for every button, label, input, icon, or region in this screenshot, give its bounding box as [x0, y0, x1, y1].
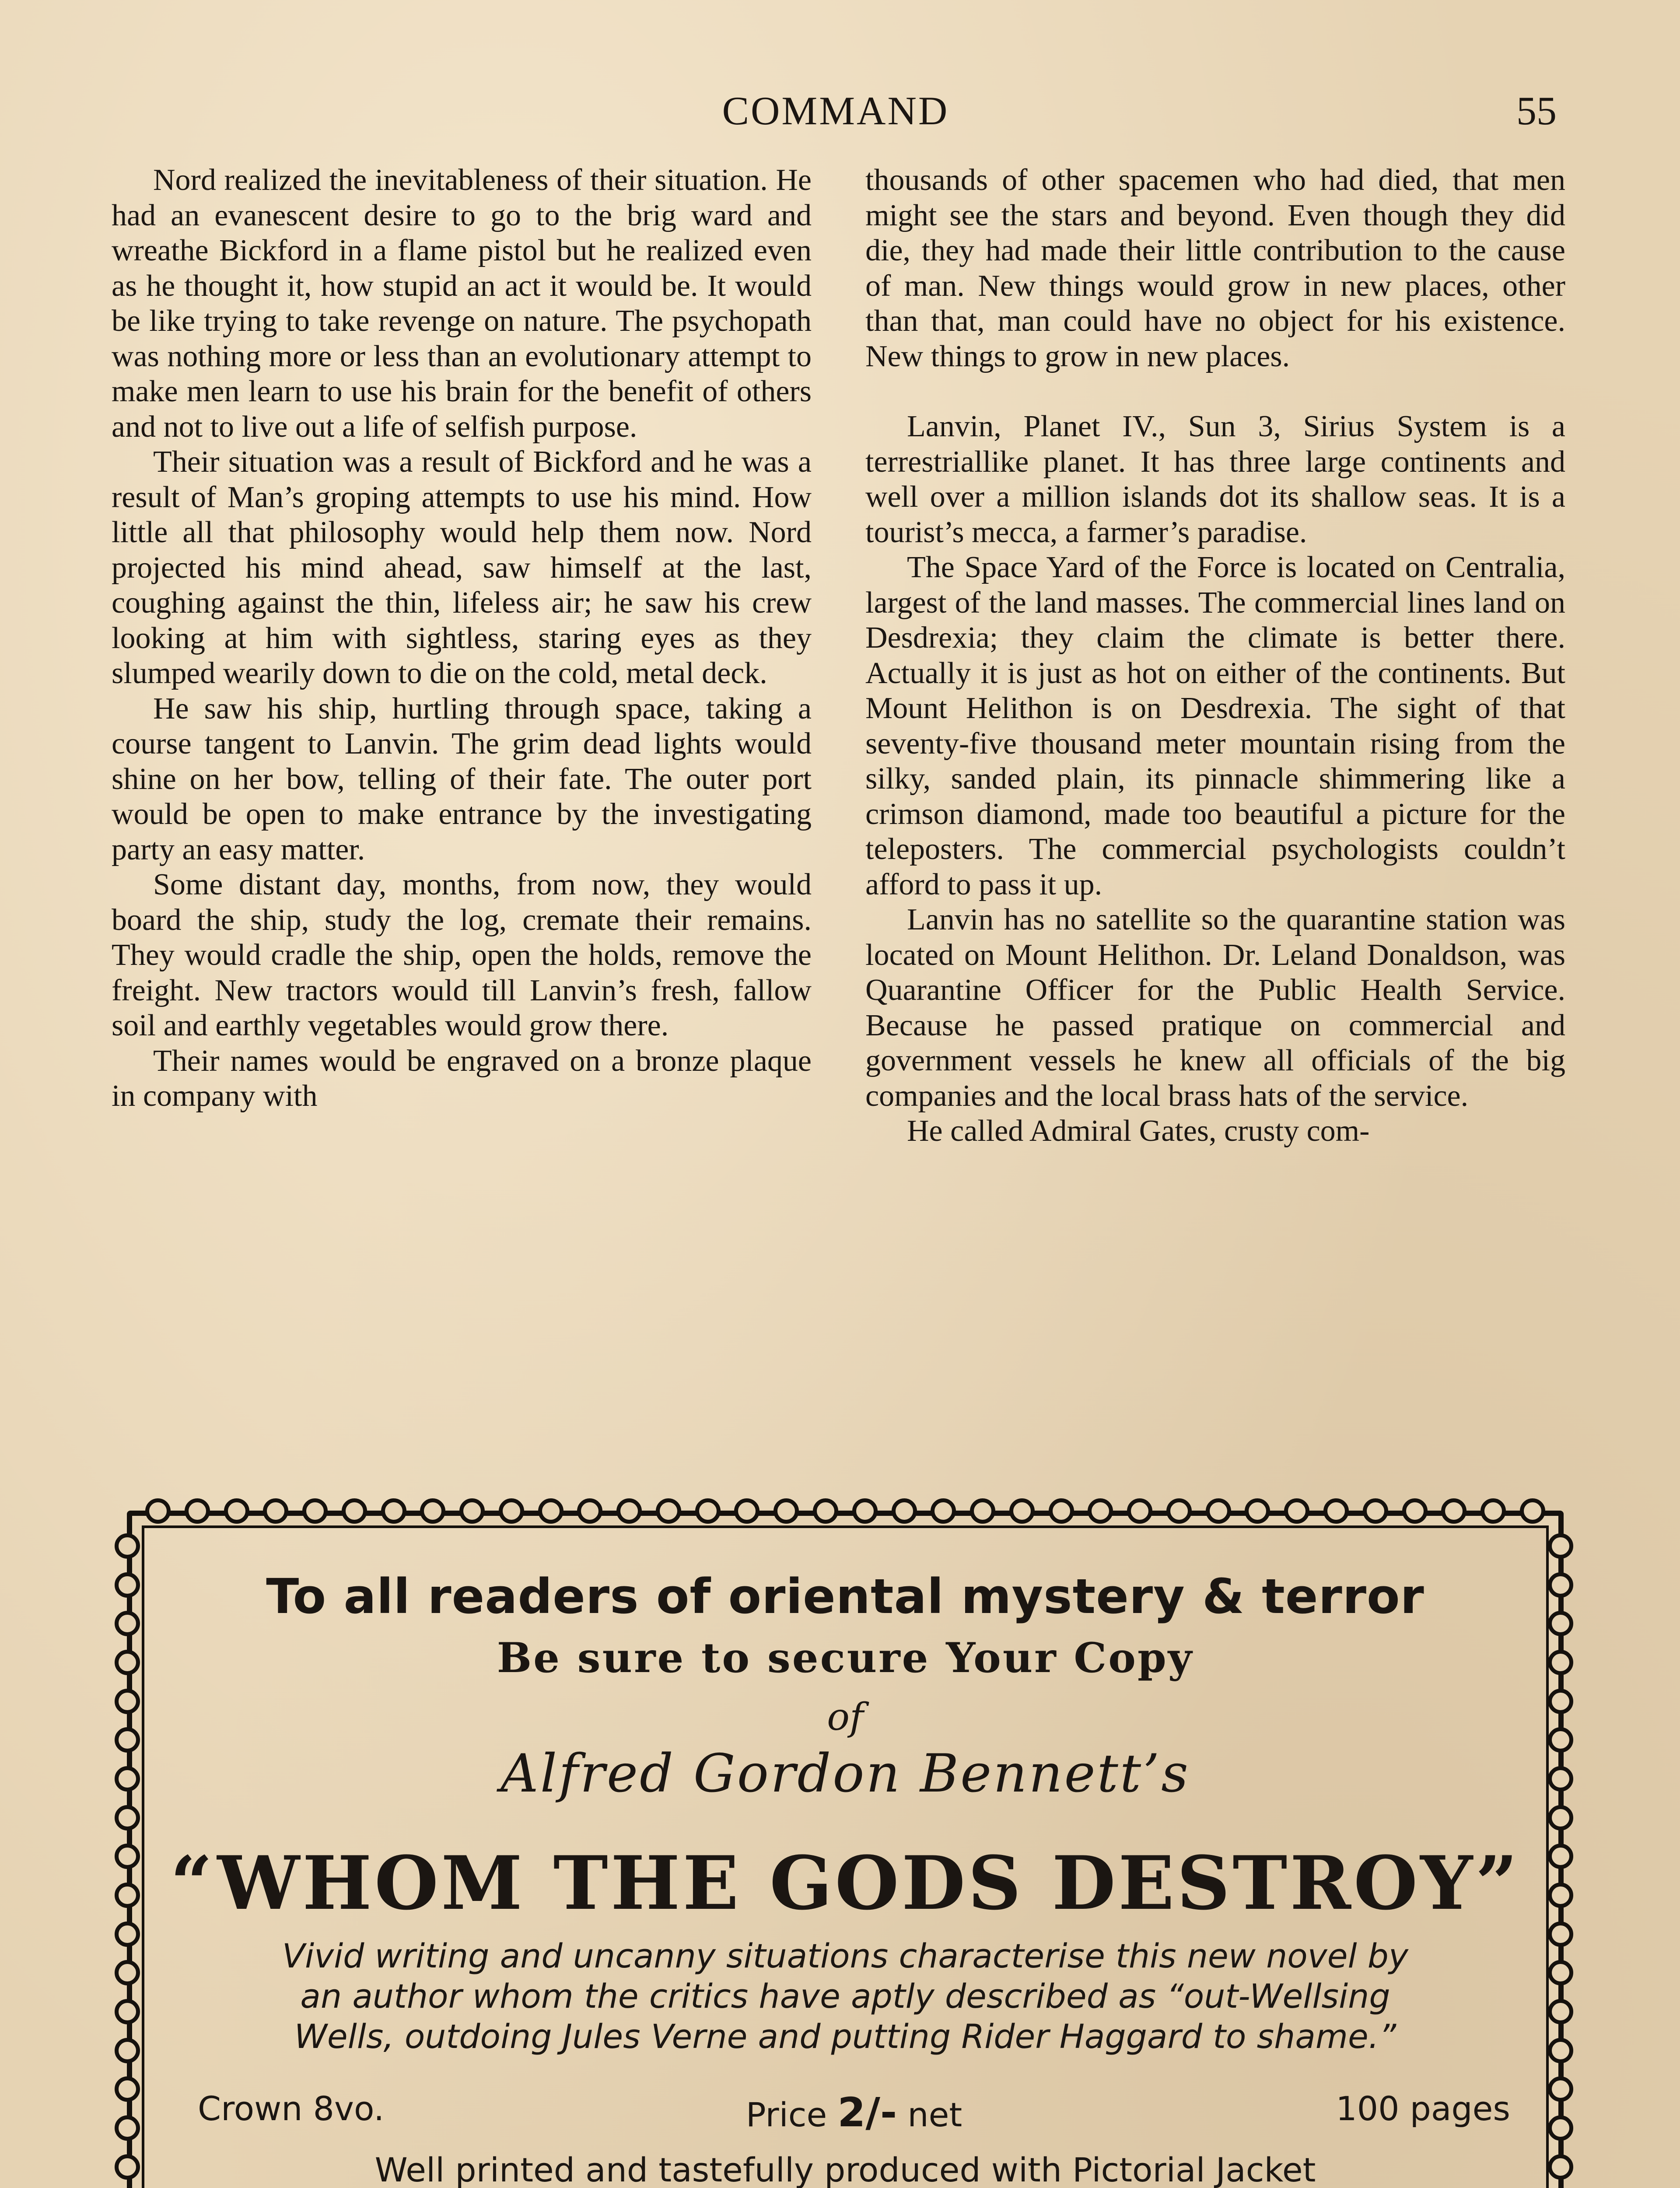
chain-link-icon [1480, 1498, 1506, 1524]
ad-price-unit: net [907, 2095, 962, 2134]
paragraph: Lanvin has no satellite so the quarantine station was located on Mount Helithon. Dr. Leland Donaldson, was Quarantine Officer for the Public Health Service. Because he passed pratique on commercial and government vessels he knew all officials of the big companies and the local brass hats of the service. [865, 903, 1565, 1113]
ad-format: Crown 8vo. [198, 2089, 385, 2128]
chain-link-icon [302, 1498, 328, 1524]
chain-link-icon [381, 1498, 406, 1524]
chain-link-icon [1402, 1498, 1428, 1524]
ad-author: Alfred Gordon Bennett’s [500, 1743, 1190, 1804]
paragraph: The Space Yard of the Force is located on Centralia, largest of the land masses. The commercial lines land on Desdrexia; they claim the climate is better there. Actually it is just as hot on either of the continents. But Mount Helithon is on Desdrexia. The sight of that seventy-five thousand meter mountain rising from the silky, sanded plain, its pinnacle shimmering like a crimson diamond, made too beautiful a picture for the teleposters. The commercial psychologists couldn’t afford to pass it up. [865, 551, 1565, 901]
chain-link-icon [892, 1498, 917, 1524]
chain-link-icon [115, 2076, 140, 2102]
paragraph: He saw his ship, hurtling through space, taking a course tangent to Lanvin. The grim dead lights would shine on her bow, telling of their fate. The outer port would be open to make entrance by the investigating party an easy matter. [112, 691, 812, 866]
chain-link-icon [459, 1498, 485, 1524]
chain-link-icon [1548, 2076, 1573, 2102]
paragraph: Some distant day, months, from now, they would board the ship, study the log, cremate their remains. They would cradle the ship, open the holds, remove the freight. New tractors would till Lanvin’s fresh, fallow soil and earthly vegetables would grow there. [112, 868, 812, 1042]
right-text-column [865, 163, 1565, 1149]
chain-border-top [145, 1498, 1545, 1526]
paragraph: Lanvin, Planet IV., Sun 3, Sirius System is a terrestriallike planet. It has three large continents and well over a million islands dot its shallow seas. It is a tourist’s mecca, a farmer’s paradise. [865, 410, 1565, 549]
ad-description-line: Vivid writing and uncanny situations characterise this new novel by [282, 1936, 1409, 1975]
running-header-title: COMMAND [722, 88, 949, 133]
chain-link-icon [616, 1498, 642, 1524]
paragraph: Their names would be engraved on a bronze plaque in company with [112, 1044, 812, 1113]
chain-link-icon [115, 1805, 140, 1830]
paragraph: thousands of other spacemen who had died, that men might see the stars and beyond. Even though they did die, they had made their little contribution to the cause of man. New things would grow in new places, other than that, man could have no object for his existence. New things to grow in new places. [865, 163, 1565, 373]
ad-produced: Well printed and tastefully produced with Pictorial Jacket [374, 2150, 1316, 2188]
chain-link-icon [224, 1498, 249, 1524]
ad-book-title: “WHOM THE GODS DESTROY” [170, 1840, 1520, 1926]
book-advertisement [127, 1511, 1564, 2188]
chain-link-icon [1548, 1533, 1573, 1559]
chain-link-icon [774, 1498, 799, 1524]
chain-link-icon [1245, 1498, 1270, 1524]
chain-link-icon [1049, 1498, 1074, 1524]
ad-description-line: Wells, outdoing Jules Verne and putting Rider Haggard to shame.” [294, 2017, 1396, 2056]
chain-link-icon [1323, 1498, 1349, 1524]
chain-link-icon [342, 1498, 367, 1524]
chain-link-icon [185, 1498, 210, 1524]
chain-link-icon [852, 1498, 878, 1524]
chain-link-icon [1548, 1805, 1573, 1830]
ad-of: of [827, 1695, 864, 1739]
left-text-column [112, 163, 812, 1114]
chain-link-icon [538, 1498, 564, 1524]
ad-description [132, 1936, 1558, 2057]
chain-link-icon [115, 2115, 140, 2141]
chain-link-icon [970, 1498, 995, 1524]
chain-link-icon [1363, 1498, 1388, 1524]
chain-link-icon [695, 1498, 721, 1524]
ad-price-label: Price [746, 2095, 827, 2134]
chain-link-icon [1284, 1498, 1309, 1524]
chain-link-icon [1520, 1498, 1545, 1524]
chain-link-icon [1441, 1498, 1466, 1524]
chain-link-icon [420, 1498, 445, 1524]
ad-subheading: Be sure to secure Your Copy [497, 1634, 1194, 1682]
ad-price-value: 2/- [837, 2089, 897, 2136]
chain-link-icon [813, 1498, 838, 1524]
chain-link-icon [263, 1498, 288, 1524]
chain-link-icon [1206, 1498, 1231, 1524]
chain-link-icon [1548, 2115, 1573, 2141]
chain-link-icon [931, 1498, 956, 1524]
chain-link-icon [1088, 1498, 1113, 1524]
ad-pages: 100 pages [1336, 2089, 1510, 2128]
ad-price [198, 2089, 1510, 2136]
chain-link-icon [145, 1498, 171, 1524]
ad-heading: To all readers of oriental mystery & terror [266, 1568, 1424, 1624]
chain-link-icon [577, 1498, 602, 1524]
chain-link-icon [115, 1533, 140, 1559]
chain-link-icon [1127, 1498, 1152, 1524]
chain-link-icon [1166, 1498, 1192, 1524]
paragraph: Nord realized the inevitableness of their situation. He had an evanescent desire to go to the brig ward and wreathe Bickford in a flame pistol but he realized even as he thought it, how stupid an act it would be. It would be like trying to take revenge on nature. The psychopath was nothing more or less than an evolutionary attempt to make men learn to use his brain for the benefit of others and not to live out a life of selfish purpose. [112, 163, 812, 444]
paragraph: He called Admiral Gates, crusty com- [907, 1114, 1370, 1148]
chain-link-icon [734, 1498, 760, 1524]
chain-link-icon [499, 1498, 524, 1524]
paragraph: Their situation was a result of Bickford and he was a result of Man’s groping attempts to use his mind. How little all that philosophy would help them now. Nord projected his mind ahead, saw himself at the last, coughing against the thin, lifeless air; he saw his crew looking at him with sightless, staring eyes as they slumped wearily down to die on the cold, metal deck. [112, 445, 812, 690]
ad-description-line: an author whom the critics have aptly described as “out-Wellsing [300, 1977, 1390, 2016]
chain-link-icon [1009, 1498, 1035, 1524]
page-number: 55 [1516, 88, 1557, 133]
chain-link-icon [656, 1498, 681, 1524]
